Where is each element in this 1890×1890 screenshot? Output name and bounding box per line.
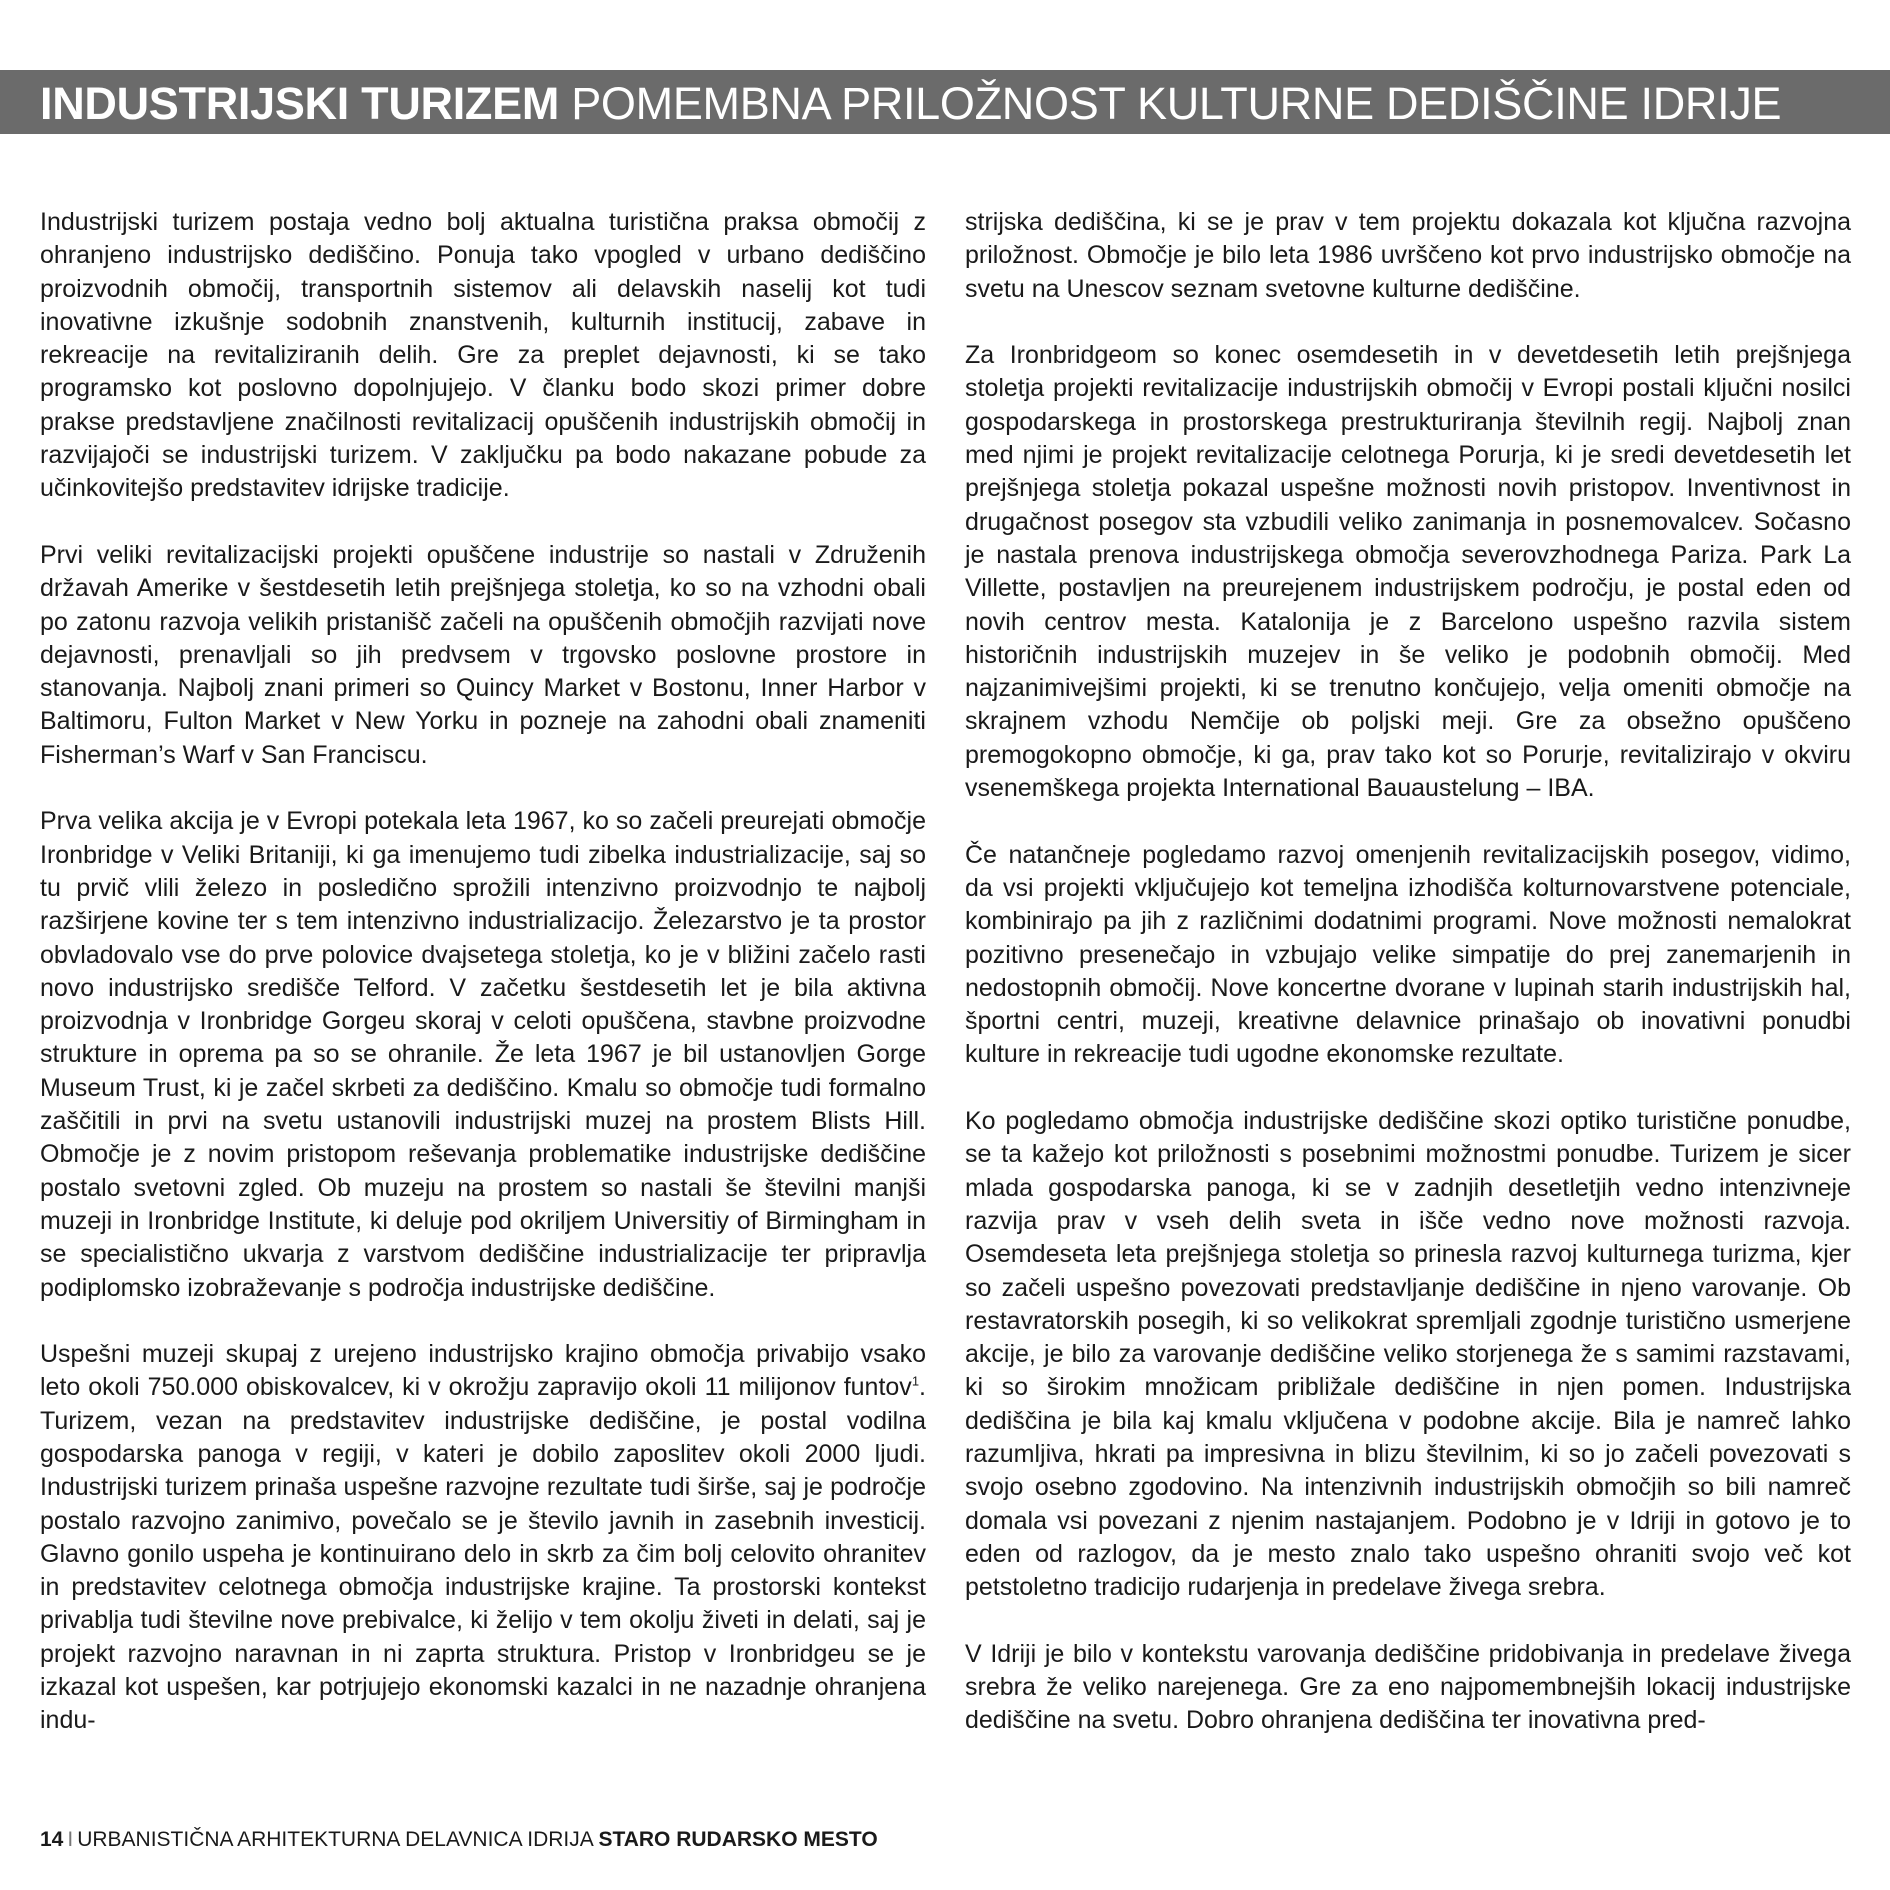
paragraph: Ko pogledamo območja industrijske dediščine skozi optiko turistične ponudbe, se ta kažejo kot priložnosti s posebnimi možnostmi ponudbe. Turizem je sicer mlada gospodarska panoga, ki se v zadnjih desetletjih vedno intenzivneje razvija prav v vseh delih sveta in išče vedno nove možnosti razvoja. Osemdeseta leta prejšnjega stoletja so prinesla razvoj kulturnega turizma, kjer so začeli uspešno povezovati predstavljanje dediščine in njeno varovanje. Ob restavratorskih posegih, ki so velikokrat spremljali zgodnje turistično usmerjene akcije, je bilo za varovanje dediščine veliko storjenega že s samimi razstavami, ki so širokim množicam približale dediščine in njen pomen. Industrijska dediščina je bila kaj kmalu vključena v podobne akcije. Bila je namreč lahko razumljiva, hkrati pa impresivna in blizu številnim, ki so jo začeli povezovati s svojo osebno zgodovino. Na intenzivnih industrijskih območjih so bili namreč domala vsi povezani z njenim nastajanjem. Podobno je v Idriji in gotovo je to eden od razlogov, da je mesto znalo tako uspešno ohraniti svojo več kot petstoletno tradicijo rudarjenja in predelave živega srebra. bbox=[965, 1107, 1851, 1602]
page-title bbox=[40, 76, 1781, 132]
paragraph: Prvi veliki revitalizacijski projekti opuščene industrije so nastali v Združenih državah Amerike v šestdesetih letih prejšnjega stoletja, ko so na vzhodni obali po zatonu razvoja velikih pristanišč začeli na opuščenih območjih razvijati nove dejavnosti, prenavljali so jih predvsem v trgovsko poslovne prostore in stanovanja. Najbolj znani primeri so Quincy Market v Bostonu, Inner Harbor v Baltimoru, Fulton Market v New Yorku in pozneje na zahodni obali znameniti Fisherman’s Warf v San Franciscu. bbox=[40, 540, 926, 769]
page-number: 14 bbox=[40, 1828, 64, 1851]
footer-separator: I bbox=[67, 1828, 74, 1851]
paragraph: Če natančneje pogledamo razvoj omenjenih revitalizacijskih posegov, vidimo, da vsi projekti vključujejo kot temeljna izhodišča kolturnovarstvene potenciale, kombinirajo pa jih z različnimi dodatnimi programi. Nove možnosti nemalokrat pozitivno presenečajo in vzbujajo velike simpatije do prej zanemarjenih in nedostopnih območij. Nove koncertne dvorane v lupinah starih industrijskih hal, športni centri, muzeji, kreativne delavnice prinašajo ob inovativni ponudbi kulture in rekreacije tudi ugodne ekonomske rezultate. bbox=[965, 840, 1851, 1069]
paragraph bbox=[40, 1338, 926, 1738]
footer-bold-text: STARO RUDARSKO MESTO bbox=[598, 1828, 878, 1851]
paragraph: V Idriji je bilo v kontekstu varovanja dediščine pridobivanja in predelave živega srebra že veliko narejenega. Gre za eno najpomembnejših lokacij industrijske dediščine na svetu. Dobro ohranjena dediščina ter inovativna pred- bbox=[965, 1639, 1851, 1735]
title-bold: INDUSTRIJSKI TURIZEM bbox=[40, 78, 560, 129]
paragraph: Industrijski turizem postaja vedno bolj aktualna turistična praksa območij z ohranjeno industrijsko dediščino. Ponuja tako vpogled v urbano dediščino proizvodnih območij, transportnih sistemov ali delavskih naselij kot tudi inovativne izkušnje sodobnih znanstvenih, kulturnih institucij, zabave in rekreacije na revitaliziranih delih. Gre za preplet dejavnosti, ki se tako programsko kot poslovno dopolnjujejo. V članku bodo skozi primer dobre prakse predstavljene značilnosti revitalizacij opuščenih industrijskih območij in razvijajoči se industrijski turizem. V zaključku pa bodo nakazane pobude za učinkovitejšo predstavitev idrijske tradicije. bbox=[40, 208, 926, 503]
left-column bbox=[40, 206, 926, 1771]
paragraph-part: Uspešni muzeji skupaj z urejeno industrijsko krajino območja privabijo vsako leto okoli 750.000 obiskovalcev, ki v okrožju zapravijo okoli 11 milijonov funtov bbox=[40, 1340, 926, 1402]
paragraph: Prva velika akcija je v Evropi potekala leta 1967, ko so začeli preurejati območje Ironbridge v Veliki Britaniji, ki ga imenujemo tudi zibelka industrializacije, saj so tu prvič vlili železo in posledično sprožili intenzivno proizvodnjo te najbolj razširjene kovine ter s tem intenzivno industrializacijo. Železarstvo je ta prostor obvladovalo vse do prve polovice dvajsetega stoletja, ko je v bližini začelo rasti novo industrijsko središče Telford. V začetku šestdesetih let je bila aktivna proizvodnja v Ironbridge Gorgeu skoraj v celoti opuščena, stavbne proizvodne strukture in oprema pa so se ohranile. Že leta 1967 je bil ustanovljen Gorge Museum Trust, ki je začel skrbeti za dediščino. Kmalu so območje tudi formalno zaščitili in prvi na svetu ustanovili industrijski muzej na prostem Blists Hill. Območje je z novim pristopom reševanja problematike industrijske dediščine postalo svetovni zgled. Ob muzeju na prostem so nastali še številni manjši muzeji in Ironbridge Institute, ki deluje pod okriljem Universitiy of Birmingham in se specialistično ukvarja z varstvom dediščine industrializacije ter pripravlja podiplomsko izobraževanje s področja industrijske dediščine. bbox=[40, 807, 926, 1302]
paragraph: Za Ironbridgeom so konec osemdesetih in v devetdesetih letih prejšnjega stoletja projekti revitalizacije industrijskih območij v Evropi postali ključni nosilci gospodarskega in prostorskega prestrukturiranja številnih regij. Najbolj znan med njimi je projekt revitalizacije celotnega Porurja, ki je sredi devetdesetih let prejšnjega stoletja pokazal uspešne možnosti novih pristopov. Inventivnost in drugačnost posegov sta vzbudili veliko zanimanja in posnemovalcev. Sočasno je nastala prenova industrijskega območja severovzhodnega Pariza. Park La Villette, postavljen na preurejenem industrijskem področju, je postal eden od novih centrov mesta. Katalonija je z Barcelono uspešno razvila sistem historičnih industrijskih muzejev in še veliko je podobnih območij. Med najzanimivejšimi projekti, ki se trenutno končujejo, velja omeniti območje na skrajnem vzhodu Nemčije ob poljski meji. Gre za obsežno opuščeno premogokopno območje, ki ga, prav tako kot so Porurje, revitalizirajo v okviru vsenemškega projekta International Bauaustelung – IBA. bbox=[965, 341, 1851, 803]
paragraph: strijska dediščina, ki se je prav v tem projektu dokazala kot ključna razvojna priložnost. Območje je bilo leta 1986 uvrščeno kot prvo industrijsko območje na svetu na Unescov seznam svetovne kulturne dediščine. bbox=[965, 208, 1851, 303]
right-column bbox=[965, 206, 1851, 1771]
footer-text: URBANISTIČNA ARHITEKTURNA DELAVNICA IDRIJA bbox=[77, 1828, 599, 1851]
page-footer bbox=[40, 1828, 878, 1852]
footnote-marker: 1 bbox=[911, 1374, 920, 1390]
paragraph-part: . Turizem, vezan na predstavitev industrijske dediščine, je postal vodilna gospodarska panoga v regiji, v kateri je dobilo zaposlitev okoli 2000 ljudi. Industrijski turizem prinaša uspešne razvojne rezultate tudi širše, saj je področje postalo razvojno zanimivo, povečalo se je število javnih in zasebnih investicij. Glavno gonilo uspeha je kontinuirano delo in skrb za čim bolj celovito ohranitev in predstavitev celotnega območja industrijske krajine. Ta prostorski kontekst privablja tudi številne nove prebivalce, ki želijo v tem okolju živeti in delati, saj je projekt razvojno naravnan in ni zaprta struktura. Pristop v Ironbridgeu se je izkazal kot uspešen, kar potrjujejo ekonomski kazalci in ne nazadnje ohranjena indu- bbox=[40, 1373, 926, 1735]
title-rest: POMEMBNA PRILOŽNOST KULTURNE DEDIŠČINE IDRIJE bbox=[559, 78, 1782, 129]
